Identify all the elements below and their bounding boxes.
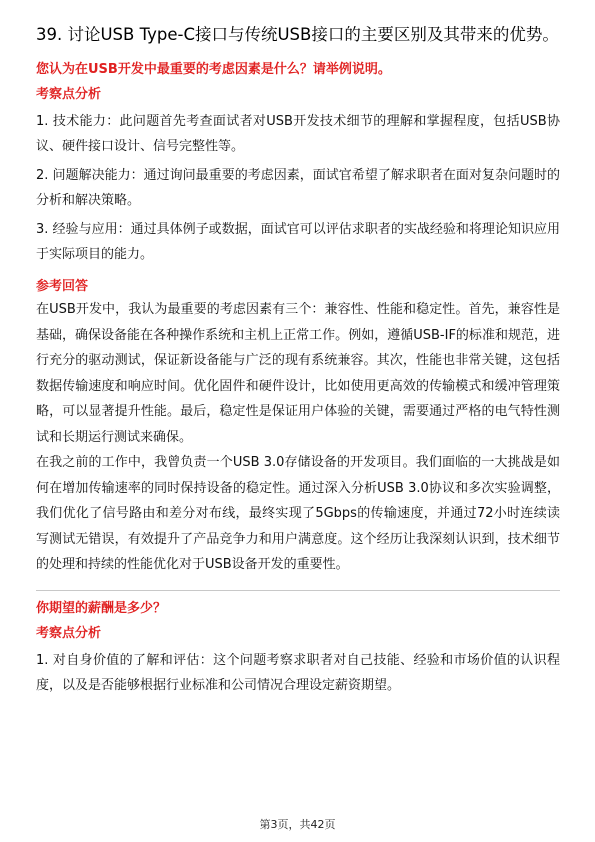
page-number: 第3页，共42页 xyxy=(259,818,336,831)
sub-question: 您认为在USB开发中最重要的考虑因素是什么？请举例说明。 xyxy=(36,62,391,77)
qa-block-1 xyxy=(36,60,560,578)
qa-block-2 xyxy=(36,599,560,698)
analysis-item: 1. 技术能力：此问题首先考查面试者对USB开发技术细节的理解和掌握程度，包括USB协议、硬件接口设计、信号完整性等。 xyxy=(36,114,560,154)
answer-paragraph: 在我之前的工作中，我曾负责一个USB 3.0存储设备的开发项目。我们面临的一大挑战是如何在增加传输速率的同时保持设备的稳定性。通过深入分析USB 3.0协议和多次实验调整，我们优化了信号路由和差分对布线，最终实现了5Gbps的传输速度，并通过72小时连续读写测试无错误，有效提升了产品竞争力和用户满意度。这个经历让我深刻认识到，技术细节的处理和持续的性能优化对于USB设备开发的重要性。 xyxy=(36,455,560,572)
document-page xyxy=(36,22,560,698)
analysis-item: 2. 问题解决能力：通过询问最重要的考虑因素，面试官希望了解求职者在面对复杂问题时的分析和解决策略。 xyxy=(36,168,560,208)
analysis-item: 3. 经验与应用：通过具体例子或数据，面试官可以评估求职者的实战经验和将理论知识应用于实际项目的能力。 xyxy=(36,222,560,262)
answer-paragraph: 在USB开发中，我认为最重要的考虑因素有三个：兼容性、性能和稳定性。首先，兼容性是基础，确保设备能在各种操作系统和主机上正常工作。例如，遵循USB-IF的标准和规范，进行充分的驱动测试，保证新设备能与广泛的现有系统兼容。其次，性能也非常关键，这包括数据传输速度和响应时间。优化固件和硬件设计，比如使用更高效的传输模式和缓冲管理策略，可以显著提升性能。最后，稳定性是保证用户体验的关键，需要通过严格的电气特性测试和长期运行测试来确保。 xyxy=(36,302,560,445)
analysis-label: 考察点分析 xyxy=(36,87,102,102)
analysis-label: 考察点分析 xyxy=(36,625,102,641)
sub-question: 你期望的薪酬是多少？ xyxy=(36,600,167,616)
answer-label: 参考回答 xyxy=(36,279,89,294)
section-divider xyxy=(36,590,560,591)
question-title: 39. 讨论USB Type-C接口与传统USB接口的主要区别及其带来的优势。 xyxy=(36,25,559,44)
analysis-item: 1. 对自身价值的了解和评估：这个问题考察求职者对自己技能、经验和市场价值的认识程度，以及是否能够根据行业标准和公司情况合理设定薪资期望。 xyxy=(36,652,560,693)
